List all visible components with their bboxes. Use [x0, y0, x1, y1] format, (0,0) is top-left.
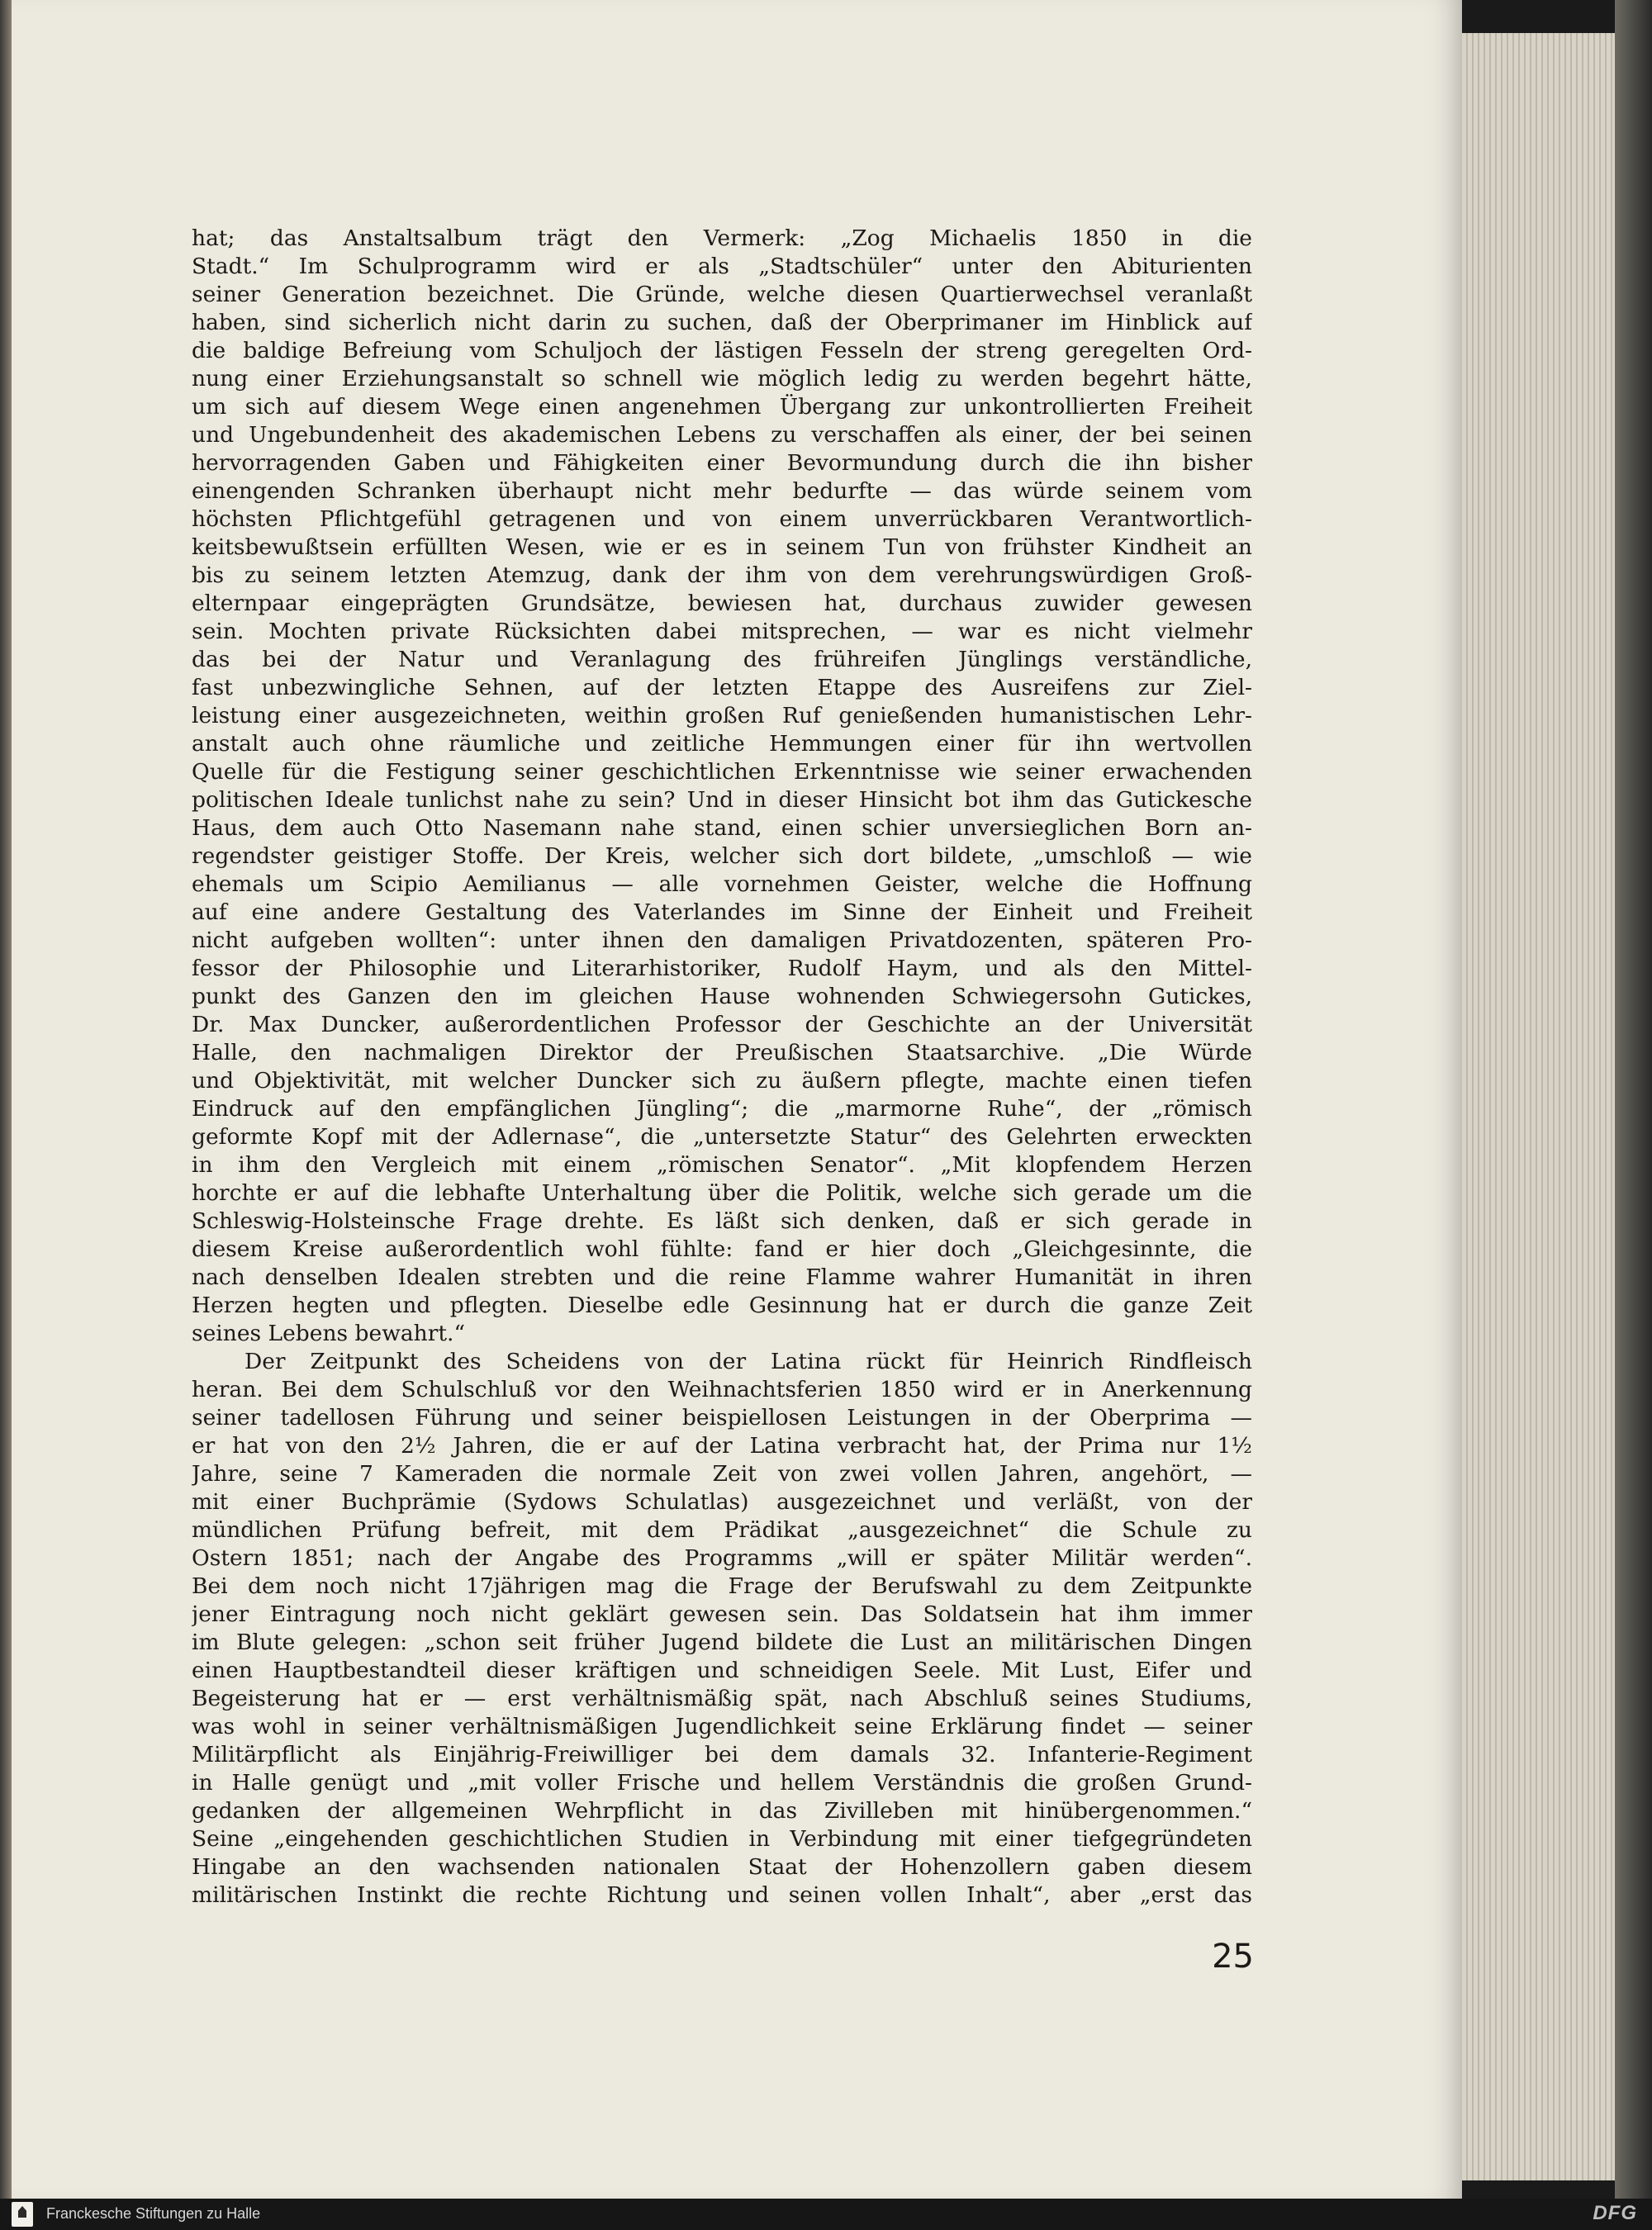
text-line: Der Zeitpunkt des Scheidens von der Latina rückt für Heinrich Rindfleisch [244, 1349, 1252, 1374]
text-line: hat; das Anstaltsalbum trägt den Vermerk: „Zog Michaelis 1850 in die [192, 225, 1252, 251]
text-line: höchsten Pflichtgefühl getragenen und von einem unverrückbaren Verantwortlich- [192, 506, 1252, 532]
text-line: Herzen hegten und pflegten. Dieselbe edle Gesinnung hat er durch die ganze Zeit [192, 1293, 1252, 1318]
page-stack-shadow [1615, 0, 1652, 2199]
text-line: hervorragenden Gaben und Fähigkeiten einer Bevormundung durch die ihn bisher [192, 450, 1252, 476]
text-line: seines Lebens bewahrt.“ [192, 1321, 466, 1346]
text-line: Militärpflicht als Einjährig-Freiwilliger bei dem damals 32. Infanterie-Regiment [192, 1742, 1252, 1767]
text-line: Quelle für die Festigung seiner geschichtlichen Erkenntnisse wie seiner erwachenden [192, 759, 1252, 785]
text-line: Jahre, seine 7 Kameraden die normale Zeit von zwei vollen Jahren, angehört, — [192, 1461, 1252, 1487]
text-line: nung einer Erziehungsanstalt so schnell wie möglich ledig zu werden begehrt hätte, [192, 366, 1252, 391]
text-line: gedanken der allgemeinen Wehrpflicht in das Zivilleben mit hinübergenommen.“ [192, 1798, 1252, 1824]
text-line: fast unbezwingliche Sehnen, auf der letzten Etappe des Ausreifens zur Ziel- [192, 675, 1252, 700]
text-line: regendster geistiger Stoffe. Der Kreis, welcher sich dort bildete, „umschloß — wie [192, 843, 1252, 869]
text-line: nach denselben Idealen strebten und die reine Flamme wahrer Humanität in ihren [192, 1264, 1252, 1290]
page-stack-edge [1462, 33, 1615, 2180]
text-line: Schleswig-Holsteinsche Frage drehte. Es läßt sich denken, daß er sich gerade in [192, 1208, 1252, 1234]
text-line: Halle, den nachmaligen Direktor der Preußischen Staatsarchive. „Die Würde [192, 1040, 1252, 1065]
dfg-logo: DFG [1593, 2202, 1637, 2224]
text-line: seiner tadellosen Führung und seiner beispiellosen Leistungen in der Oberprima — [192, 1405, 1252, 1431]
text-line: anstalt auch ohne räumliche und zeitliche Hemmungen einer für ihn wertvollen [192, 731, 1252, 757]
text-line: geformte Kopf mit der Adlernase“, die „untersetzte Statur“ des Gelehrten erweckten [192, 1124, 1252, 1150]
text-line: horchte er auf die lebhafte Unterhaltung über die Politik, welche sich gerade um die [192, 1180, 1252, 1206]
text-line: im Blute gelegen: „schon seit früher Jugend bildete die Lust an militärischen Dingen [192, 1630, 1252, 1655]
text-line: Bei dem noch nicht 17jährigen mag die Frage der Berufswahl zu dem Zeitpunkte [192, 1573, 1252, 1599]
text-line: seiner Generation bezeichnet. Die Gründe, welche diesen Quartierwechsel veranlaßt [192, 282, 1252, 307]
text-line: Seine „eingehenden geschichtlichen Studien in Verbindung mit einer tiefgegründeten [192, 1826, 1252, 1852]
text-line: bis zu seinem letzten Atemzug, dank der ihm von dem verehrungswürdigen Groß- [192, 562, 1252, 588]
text-line: ehemals um Scipio Aemilianus — alle vornehmen Geister, welche die Hoffnung [192, 871, 1252, 897]
text-line: haben, sind sicherlich nicht darin zu suchen, daß der Oberprimaner im Hinblick auf [192, 310, 1252, 335]
text-line: Begeisterung hat er — erst verhältnismäßig spät, nach Abschluß seines Studiums, [192, 1686, 1252, 1711]
text-line: das bei der Natur und Veranlagung des frühreifen Jünglings verständliche, [192, 647, 1252, 672]
text-line: heran. Bei dem Schulschluß vor den Weihnachtsferien 1850 wird er in Anerkennung [192, 1377, 1252, 1402]
text-line: jener Eintragung noch nicht geklärt gewesen sein. Das Soldatsein hat ihm immer [192, 1601, 1252, 1627]
text-line: er hat von den 2½ Jahren, die er auf der Latina verbracht hat, der Prima nur 1½ [192, 1433, 1252, 1459]
text-line: einen Hauptbestandteil dieser kräftigen und schneidigen Seele. Mit Lust, Eifer und [192, 1658, 1252, 1683]
text-line: elternpaar eingeprägten Grundsätze, bewiesen hat, durchaus zuwider gewesen [192, 591, 1252, 616]
text-line: Eindruck auf den empfänglichen Jüngling“; die „marmorne Ruhe“, der „römisch [192, 1096, 1252, 1122]
text-line: und Objektivität, mit welcher Duncker sich zu äußern pflegte, machte einen tiefen [192, 1068, 1252, 1094]
book-page [12, 0, 1462, 2199]
viewer-footer [0, 2199, 1652, 2230]
text-line: in ihm den Vergleich mit einem „römischen Senator“. „Mit klopfendem Herzen [192, 1152, 1252, 1178]
text-line: Dr. Max Duncker, außerordentlichen Professor der Geschichte an der Universität [192, 1012, 1252, 1037]
text-line: leistung einer ausgezeichneten, weithin großen Ruf genießenden humanistischen Lehr- [192, 703, 1252, 728]
text-line: Ostern 1851; nach der Angabe des Programms „will er später Militär werden“. [192, 1545, 1252, 1571]
text-line: in Halle genügt und „mit voller Frische und hellem Verständnis die großen Grund- [192, 1770, 1252, 1796]
text-line: mündlichen Prüfung befreit, mit dem Prädikat „ausgezeichnet“ die Schule zu [192, 1517, 1252, 1543]
text-line: auf eine andere Gestaltung des Vaterlandes im Sinne der Einheit und Freiheit [192, 899, 1252, 925]
text-line: Haus, dem auch Otto Nasemann nahe stand, einen schier unversieglichen Born an- [192, 815, 1252, 841]
text-line: Stadt.“ Im Schulprogramm wird er als „Stadtschüler“ unter den Abiturienten [192, 254, 1252, 279]
text-line: politischen Ideale tunlichst nahe zu sein? Und in dieser Hinsicht bot ihm das Gutickesche [192, 787, 1252, 813]
text-line: fessor der Philosophie und Literarhistoriker, Rudolf Haym, und als den Mittel- [192, 956, 1252, 981]
text-line: punkt des Ganzen den im gleichen Hause wohnenden Schwiegersohn Gutickes, [192, 984, 1252, 1009]
text-line: mit einer Buchprämie (Sydows Schulatlas) ausgezeichnet und verläßt, von der [192, 1489, 1252, 1515]
text-line: und Ungebundenheit des akademischen Lebens zu verschaffen als einer, der bei seinen [192, 422, 1252, 448]
text-line: diesem Kreise außerordentlich wohl fühlte: fand er hier doch „Gleichgesinnte, die [192, 1236, 1252, 1262]
text-line: was wohl in seiner verhältnismäßigen Jugendlichkeit seine Erklärung findet — seiner [192, 1714, 1252, 1739]
text-line: einengenden Schranken überhaupt nicht mehr bedurfte — das würde seinem vom [192, 478, 1252, 504]
page-text-block [192, 225, 1252, 1910]
text-line: keitsbewußtsein erfüllten Wesen, wie er es in seinem Tun von frühster Kindheit an [192, 534, 1252, 560]
page-number: 25 [1212, 1938, 1254, 1976]
text-line: Hingabe an den wachsenden nationalen Staat der Hohenzollern gaben diesem [192, 1854, 1252, 1880]
francke-logo-icon [12, 2202, 33, 2227]
text-line: die baldige Befreiung vom Schuljoch der lästigen Fesseln der streng geregelten Ord- [192, 338, 1252, 363]
text-line: um sich auf diesem Wege einen angenehmen Übergang zur unkontrollierten Freiheit [192, 394, 1252, 420]
text-line: militärischen Instinkt die rechte Richtung und seinen vollen Inhalt“, aber „erst das [192, 1882, 1252, 1908]
text-line: sein. Mochten private Rücksichten dabei mitsprechen, — war es nicht vielmehr [192, 619, 1252, 644]
book-left-edge [0, 0, 12, 2199]
text-line: nicht aufgeben wollten“: unter ihnen den damaligen Privatdozenten, späteren Pro- [192, 928, 1252, 953]
footer-institution: Franckesche Stiftungen zu Halle [46, 2205, 261, 2222]
